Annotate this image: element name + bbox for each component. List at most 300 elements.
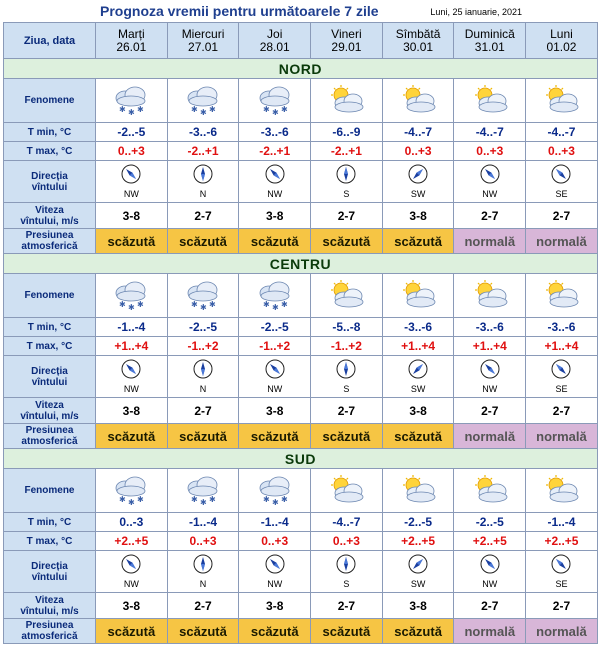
- compass-icon: [193, 554, 213, 579]
- region-row: [4, 449, 598, 469]
- day-name: Duminică: [464, 26, 515, 41]
- speed-value: 3-8: [96, 593, 168, 619]
- direction-box: [96, 359, 167, 394]
- speed-value: 3-8: [382, 593, 454, 619]
- phenomena-cell: [526, 469, 598, 513]
- speed-value: 2-7: [167, 203, 239, 229]
- tmax-label: T max, °C: [4, 142, 96, 161]
- pressure-label-line1: Presiunea: [25, 620, 74, 631]
- day-name: Sîmbătă: [395, 26, 441, 41]
- direction-value: N: [199, 579, 207, 589]
- direction-box: [526, 554, 597, 589]
- direction-cell: [239, 356, 311, 398]
- tmin-value: -4..-7: [526, 123, 598, 142]
- pressure-row: [4, 229, 598, 254]
- speed-value: 3-8: [382, 203, 454, 229]
- direction-label: [4, 161, 96, 203]
- pressure-value: normală: [526, 229, 598, 254]
- pressure-value: scăzută: [311, 619, 383, 644]
- svg-text:✱: ✱: [280, 104, 288, 114]
- compass-icon: [265, 164, 285, 189]
- tmin-row: [4, 318, 598, 337]
- svg-text:✱: ✱: [209, 299, 216, 309]
- pressure-value: scăzută: [382, 424, 454, 449]
- tmax-value: -2..+1: [311, 142, 383, 161]
- snow-cloud-icon: [168, 279, 239, 313]
- svg-text:✱: ✱: [137, 104, 145, 114]
- compass-icon: [336, 554, 356, 579]
- phenomena-cell: [167, 469, 239, 513]
- speed-value: 2-7: [311, 398, 383, 424]
- speed-value: 2-7: [526, 398, 598, 424]
- svg-text:✱: ✱: [200, 302, 207, 312]
- compass-icon: [480, 554, 500, 579]
- direction-value: NW: [123, 579, 139, 589]
- direction-cell: [526, 161, 598, 203]
- compass-icon: [193, 359, 213, 384]
- snow-cloud-icon: [239, 279, 310, 313]
- tmax-value: 0..+3: [239, 532, 311, 551]
- day-header: [239, 23, 311, 59]
- tmax-value: -1..+2: [311, 337, 383, 356]
- sun-cloud-icon: [383, 474, 454, 508]
- direction-box: [383, 359, 454, 394]
- phenomena-cell: [239, 469, 311, 513]
- direction-label-line2: vîntului: [31, 376, 68, 388]
- tmax-value: +2..+5: [96, 532, 168, 551]
- header-label: Ziua, data: [4, 23, 96, 59]
- phenomena-cell: [167, 79, 239, 123]
- direction-cell: [167, 356, 239, 398]
- compass-icon: [408, 359, 428, 384]
- direction-cell: [454, 551, 526, 593]
- svg-text:✱: ✱: [191, 299, 198, 309]
- phenomena-row: [4, 469, 598, 513]
- speed-value: 3-8: [239, 398, 311, 424]
- tmin-value: -1..-4: [167, 513, 239, 532]
- phenomena-cell: [454, 79, 526, 123]
- pressure-value: normală: [454, 424, 526, 449]
- direction-cell: [382, 161, 454, 203]
- tmin-row: [4, 513, 598, 532]
- speed-label-line2: vîntului, m/s: [20, 215, 79, 227]
- tmin-value: -2..-5: [239, 318, 311, 337]
- direction-cell: [167, 161, 239, 203]
- compass-icon: [265, 554, 285, 579]
- compass-icon: [408, 554, 428, 579]
- tmax-label: T max, °C: [4, 532, 96, 551]
- speed-value: 3-8: [382, 398, 454, 424]
- tmax-value: 0..+3: [382, 142, 454, 161]
- pressure-label: [4, 424, 96, 449]
- compass-icon: [265, 359, 285, 384]
- snow-cloud-icon: [168, 84, 239, 118]
- svg-text:✱: ✱: [191, 494, 198, 504]
- sun-cloud-icon: [383, 84, 454, 118]
- phenomena-cell: [526, 79, 598, 123]
- direction-value: SE: [555, 579, 568, 589]
- tmin-value: -2..-5: [96, 123, 168, 142]
- compass-icon: [336, 164, 356, 189]
- phenomena-cell: [311, 79, 383, 123]
- speed-value: 2-7: [167, 593, 239, 619]
- region-name: SUD: [4, 449, 598, 469]
- day-date: 26.01: [116, 39, 147, 54]
- direction-cell: [311, 356, 383, 398]
- pressure-label-line2: atmosferică: [21, 436, 78, 447]
- compass-icon: [480, 359, 500, 384]
- direction-value: SW: [410, 189, 426, 199]
- snow-cloud-icon: [96, 474, 167, 508]
- pressure-label-line2: atmosferică: [21, 631, 78, 642]
- direction-value: NW: [482, 189, 498, 199]
- forecast-table: [3, 22, 598, 644]
- phenomena-cell: [239, 79, 311, 123]
- day-header: [454, 23, 526, 59]
- tmax-value: -1..+2: [239, 337, 311, 356]
- sun-cloud-icon: [454, 474, 525, 508]
- pressure-label-line1: Presiunea: [25, 425, 74, 436]
- tmin-row: [4, 123, 598, 142]
- speed-value: 2-7: [454, 203, 526, 229]
- speed-value: 2-7: [526, 593, 598, 619]
- pressure-value: scăzută: [311, 229, 383, 254]
- day-header: [96, 23, 168, 59]
- tmin-value: -4..-7: [454, 123, 526, 142]
- pressure-value: scăzută: [167, 424, 239, 449]
- pressure-value: normală: [526, 619, 598, 644]
- compass-icon: [121, 164, 141, 189]
- tmax-value: 0..+3: [526, 142, 598, 161]
- pressure-value: scăzută: [239, 229, 311, 254]
- day-date: 28.01: [259, 39, 290, 54]
- compass-icon: [336, 359, 356, 384]
- day-name: Marți: [118, 26, 145, 41]
- compass-icon: [408, 164, 428, 189]
- tmin-label: T min, °C: [4, 123, 96, 142]
- speed-label-line1: Viteza: [35, 594, 64, 606]
- pressure-value: scăzută: [239, 619, 311, 644]
- phenomena-row: [4, 274, 598, 318]
- snow-cloud-icon: [239, 474, 310, 508]
- region-row: [4, 59, 598, 79]
- speed-row: [4, 203, 598, 229]
- svg-text:✱: ✱: [271, 107, 279, 117]
- direction-cell: [167, 551, 239, 593]
- pressure-value: normală: [454, 619, 526, 644]
- direction-cell: [96, 356, 168, 398]
- phenomena-cell: [311, 274, 383, 318]
- speed-value: 2-7: [311, 203, 383, 229]
- tmax-value: +1..+4: [382, 337, 454, 356]
- phenomena-cell: [526, 274, 598, 318]
- pressure-value: scăzută: [239, 424, 311, 449]
- speed-row: [4, 593, 598, 619]
- direction-box: [311, 359, 382, 394]
- svg-text:✱: ✱: [128, 107, 136, 117]
- compass-icon: [551, 164, 571, 189]
- phenomena-cell: [454, 274, 526, 318]
- day-date: 27.01: [188, 39, 219, 54]
- tmin-value: -3..-6: [167, 123, 239, 142]
- direction-box: [383, 554, 454, 589]
- snow-cloud-icon: [239, 84, 310, 118]
- svg-text:✱: ✱: [209, 494, 216, 504]
- svg-text:✱: ✱: [119, 494, 127, 504]
- tmin-value: -5..-8: [311, 318, 383, 337]
- region-name: CENTRU: [4, 254, 598, 274]
- day-name: Vineri: [331, 26, 362, 41]
- svg-text:✱: ✱: [119, 299, 127, 309]
- svg-text:✱: ✱: [271, 302, 279, 312]
- compass-icon: [121, 554, 141, 579]
- direction-cell: [382, 551, 454, 593]
- svg-text:✱: ✱: [128, 497, 136, 507]
- tmin-value: -1..-4: [239, 513, 311, 532]
- sun-cloud-icon: [454, 84, 525, 118]
- direction-value: N: [199, 384, 207, 394]
- direction-cell: [239, 551, 311, 593]
- svg-text:✱: ✱: [262, 299, 270, 309]
- direction-box: [96, 554, 167, 589]
- speed-label: [4, 398, 96, 424]
- tmax-value: +1..+4: [96, 337, 168, 356]
- snow-cloud-icon: [96, 279, 167, 313]
- tmin-value: -6..-9: [311, 123, 383, 142]
- sun-cloud-icon: [526, 474, 597, 508]
- pressure-label-line2: atmosferică: [21, 241, 78, 252]
- direction-cell: [311, 551, 383, 593]
- direction-box: [311, 164, 382, 199]
- tmax-value: 0..+3: [454, 142, 526, 161]
- tmax-value: +1..+4: [526, 337, 598, 356]
- tmin-value: -1..-4: [526, 513, 598, 532]
- speed-label-line2: vîntului, m/s: [20, 410, 79, 422]
- direction-value: NW: [482, 384, 498, 394]
- phenomena-cell: [382, 79, 454, 123]
- day-date: 01.02: [546, 39, 577, 54]
- tmax-value: 0..+3: [167, 532, 239, 551]
- svg-text:✱: ✱: [137, 299, 145, 309]
- phenomena-cell: [454, 469, 526, 513]
- speed-label: [4, 203, 96, 229]
- direction-value: SE: [555, 384, 568, 394]
- svg-text:✱: ✱: [209, 104, 216, 114]
- region-name: NORD: [4, 59, 598, 79]
- tmin-value: -3..-6: [239, 123, 311, 142]
- direction-value: NW: [123, 189, 139, 199]
- tmax-value: 0..+3: [96, 142, 168, 161]
- snow-cloud-icon: [96, 84, 167, 118]
- direction-box: [96, 164, 167, 199]
- tmin-value: 0..-3: [96, 513, 168, 532]
- direction-box: [526, 359, 597, 394]
- svg-text:✱: ✱: [119, 104, 127, 114]
- direction-label-line2: vîntului: [31, 571, 68, 583]
- tmax-label: T max, °C: [4, 337, 96, 356]
- pressure-value: normală: [454, 229, 526, 254]
- direction-value: NW: [482, 579, 498, 589]
- phenomena-cell: [167, 274, 239, 318]
- direction-value: SW: [410, 579, 426, 589]
- pressure-row: [4, 619, 598, 644]
- phenomena-label: Fenomene: [4, 79, 96, 123]
- tmin-value: -1..-4: [96, 318, 168, 337]
- day-header: [382, 23, 454, 59]
- direction-cell: [239, 161, 311, 203]
- direction-label: [4, 551, 96, 593]
- compass-icon: [193, 164, 213, 189]
- tmax-value: +2..+5: [382, 532, 454, 551]
- compass-icon: [551, 554, 571, 579]
- direction-label-line1: Direcția: [31, 170, 68, 182]
- tmax-row: [4, 337, 598, 356]
- pressure-value: scăzută: [167, 619, 239, 644]
- phenomena-row: [4, 79, 598, 123]
- pressure-value: scăzută: [382, 229, 454, 254]
- direction-value: NW: [267, 189, 283, 199]
- pressure-row: [4, 424, 598, 449]
- svg-text:✱: ✱: [191, 104, 198, 114]
- pressure-value: scăzută: [167, 229, 239, 254]
- direction-cell: [96, 551, 168, 593]
- speed-label-line2: vîntului, m/s: [20, 605, 79, 617]
- tmax-row: [4, 532, 598, 551]
- direction-box: [454, 164, 525, 199]
- direction-row: [4, 551, 598, 593]
- direction-row: [4, 356, 598, 398]
- pressure-value: scăzută: [96, 229, 168, 254]
- speed-label-line1: Viteza: [35, 204, 64, 216]
- direction-value: SE: [555, 189, 568, 199]
- phenomena-cell: [96, 79, 168, 123]
- phenomena-label: Fenomene: [4, 469, 96, 513]
- day-name: Luni: [550, 26, 573, 41]
- speed-value: 3-8: [239, 593, 311, 619]
- pressure-label-line1: Presiunea: [25, 230, 74, 241]
- pressure-value: scăzută: [96, 619, 168, 644]
- pressure-value: scăzută: [96, 424, 168, 449]
- direction-value: N: [199, 189, 207, 199]
- direction-row: [4, 161, 598, 203]
- phenomena-cell: [311, 469, 383, 513]
- speed-value: 2-7: [311, 593, 383, 619]
- direction-box: [168, 359, 239, 394]
- tmin-value: -4..-7: [311, 513, 383, 532]
- tmax-row: [4, 142, 598, 161]
- direction-cell: [454, 161, 526, 203]
- tmax-value: 0..+3: [311, 532, 383, 551]
- tmin-value: -2..-5: [454, 513, 526, 532]
- speed-value: 2-7: [167, 398, 239, 424]
- phenomena-cell: [96, 469, 168, 513]
- speed-value: 3-8: [239, 203, 311, 229]
- direction-cell: [454, 356, 526, 398]
- tmin-value: -2..-5: [167, 318, 239, 337]
- tmin-value: -4..-7: [382, 123, 454, 142]
- tmin-value: -3..-6: [526, 318, 598, 337]
- direction-value: S: [343, 384, 350, 394]
- compass-icon: [480, 164, 500, 189]
- speed-row: [4, 398, 598, 424]
- direction-value: NW: [267, 384, 283, 394]
- snow-cloud-icon: [168, 474, 239, 508]
- direction-label-line2: vîntului: [31, 181, 68, 193]
- day-date: 31.01: [474, 39, 505, 54]
- svg-text:✱: ✱: [262, 104, 270, 114]
- forecast-date: Luni, 25 ianuarie, 2021: [430, 7, 522, 17]
- phenomena-cell: [239, 274, 311, 318]
- svg-text:✱: ✱: [200, 497, 207, 507]
- speed-value: 2-7: [526, 203, 598, 229]
- day-date: 30.01: [403, 39, 434, 54]
- svg-text:✱: ✱: [280, 494, 288, 504]
- direction-value: NW: [267, 579, 283, 589]
- direction-label: [4, 356, 96, 398]
- direction-box: [168, 164, 239, 199]
- pressure-label: [4, 619, 96, 644]
- day-date: 29.01: [331, 39, 362, 54]
- tmin-value: -3..-6: [382, 318, 454, 337]
- tmax-value: -2..+1: [239, 142, 311, 161]
- speed-value: 3-8: [96, 398, 168, 424]
- sun-cloud-icon: [311, 474, 382, 508]
- phenomena-cell: [382, 274, 454, 318]
- direction-box: [454, 554, 525, 589]
- pressure-label: [4, 229, 96, 254]
- compass-icon: [551, 359, 571, 384]
- tmin-label: T min, °C: [4, 318, 96, 337]
- direction-box: [311, 554, 382, 589]
- svg-text:✱: ✱: [128, 302, 136, 312]
- direction-cell: [382, 356, 454, 398]
- direction-box: [168, 554, 239, 589]
- tmax-value: -1..+2: [167, 337, 239, 356]
- pressure-value: normală: [526, 424, 598, 449]
- header-row: [4, 23, 598, 59]
- tmax-value: +1..+4: [454, 337, 526, 356]
- sun-cloud-icon: [526, 279, 597, 313]
- day-header: [526, 23, 598, 59]
- tmax-value: -2..+1: [167, 142, 239, 161]
- svg-text:✱: ✱: [200, 107, 207, 117]
- day-name: Joi: [267, 26, 283, 41]
- speed-value: 2-7: [454, 398, 526, 424]
- sun-cloud-icon: [311, 279, 382, 313]
- compass-icon: [121, 359, 141, 384]
- svg-text:✱: ✱: [262, 494, 270, 504]
- direction-value: S: [343, 579, 350, 589]
- direction-box: [239, 554, 310, 589]
- direction-value: SW: [410, 384, 426, 394]
- sun-cloud-icon: [526, 84, 597, 118]
- phenomena-label: Fenomene: [4, 274, 96, 318]
- svg-text:✱: ✱: [137, 494, 145, 504]
- tmax-value: +2..+5: [526, 532, 598, 551]
- speed-value: 2-7: [454, 593, 526, 619]
- sun-cloud-icon: [383, 279, 454, 313]
- speed-label-line1: Viteza: [35, 399, 64, 411]
- direction-box: [239, 359, 310, 394]
- day-header: [167, 23, 239, 59]
- region-row: [4, 254, 598, 274]
- title-row: [0, 0, 600, 22]
- tmin-value: -3..-6: [454, 318, 526, 337]
- direction-cell: [311, 161, 383, 203]
- direction-box: [239, 164, 310, 199]
- direction-value: S: [343, 189, 350, 199]
- direction-label-line1: Direcția: [31, 560, 68, 572]
